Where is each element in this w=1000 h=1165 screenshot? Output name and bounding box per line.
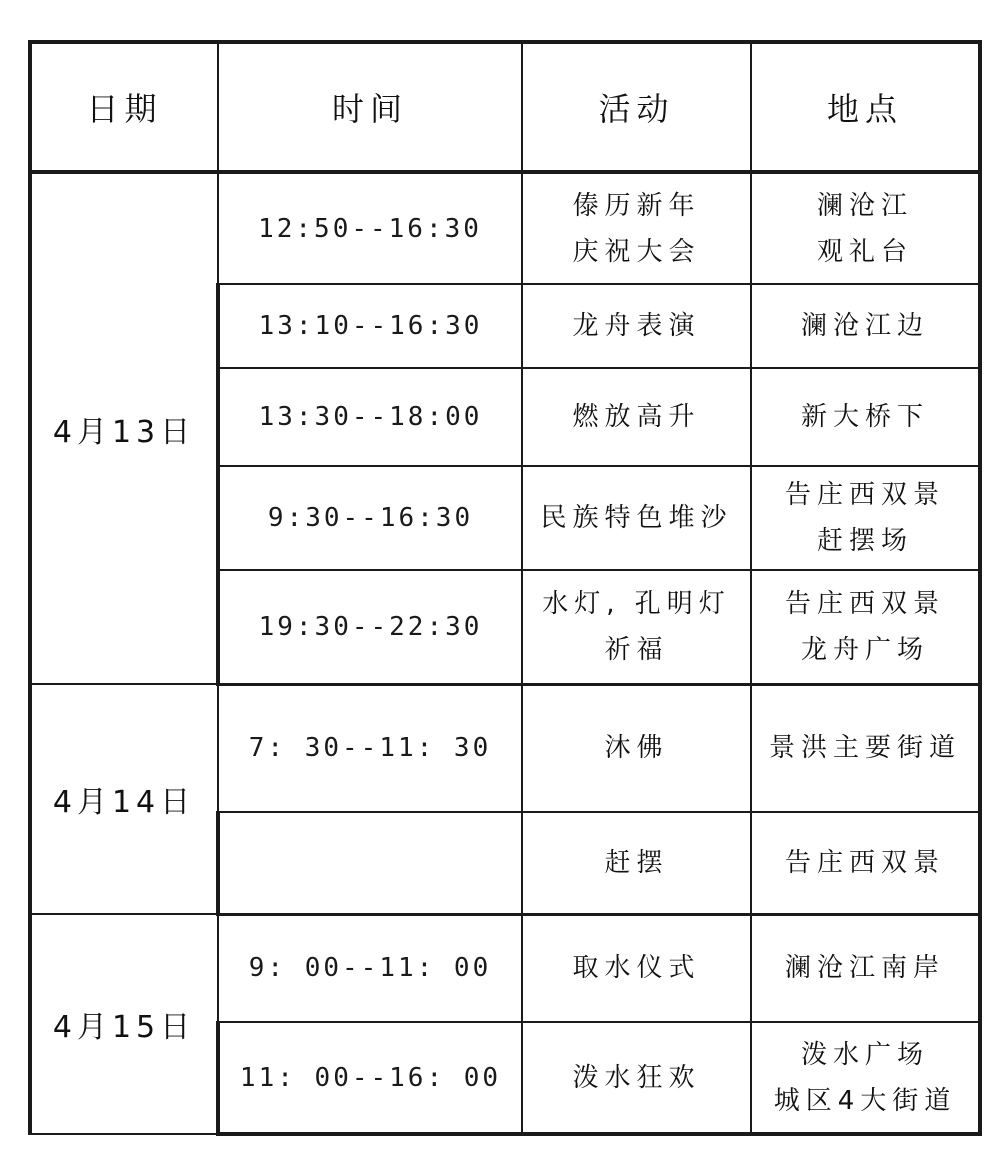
- location-line: 赶摆场: [816, 526, 913, 556]
- time-cell: 9: 00--11: 00: [218, 914, 522, 1022]
- time-cell: 19:30--22:30: [218, 570, 522, 684]
- table-row: [30, 914, 980, 1022]
- location-line: 新大桥下: [800, 402, 929, 432]
- location-cell: [751, 914, 980, 1022]
- activity-cell: [522, 684, 751, 812]
- location-cell: [751, 368, 980, 466]
- activity-cell: [522, 1022, 751, 1134]
- table-row: [30, 684, 980, 812]
- location-line: 龙舟广场: [800, 634, 929, 665]
- location-line: 澜沧江: [816, 190, 913, 221]
- time-cell: 9:30--16:30: [218, 466, 522, 570]
- activity-cell: [522, 466, 751, 570]
- activity-line: 民族特色堆沙: [540, 503, 733, 533]
- schedule-table: [28, 40, 982, 1136]
- time-cell: [218, 812, 522, 914]
- activity-line: 水灯, 孔明灯: [542, 588, 731, 619]
- location-cell: [751, 466, 980, 570]
- date-cell: 4月13日: [30, 172, 218, 684]
- location-line: 观礼台: [816, 236, 913, 267]
- header-location: 地点: [751, 42, 980, 172]
- location-cell: [751, 812, 980, 914]
- activity-cell: [522, 914, 751, 1022]
- location-line: 城区4大街道: [773, 1085, 957, 1116]
- activity-cell: [522, 368, 751, 466]
- header-time: 时间: [218, 42, 522, 172]
- date-cell: 4月15日: [30, 914, 218, 1134]
- activity-line: 泼水狂欢: [572, 1062, 701, 1093]
- header-date: 日期: [30, 42, 218, 172]
- time-cell: 13:30--18:00: [218, 368, 522, 466]
- date-cell: 4月14日: [30, 684, 218, 914]
- activity-line: 沐佛: [604, 733, 669, 764]
- location-line: 告庄西双景: [784, 480, 945, 510]
- location-line: 泼水广场: [800, 1039, 929, 1070]
- activity-cell: [522, 172, 751, 284]
- activity-cell: [522, 812, 751, 914]
- time-cell: 13:10--16:30: [218, 284, 522, 368]
- location-line: 告庄西双景: [784, 847, 945, 878]
- activity-line: 龙舟表演: [572, 311, 701, 341]
- activity-cell: [522, 284, 751, 368]
- location-cell: [751, 284, 980, 368]
- activity-line: 燃放高升: [572, 402, 701, 432]
- location-line: 澜沧江边: [800, 311, 929, 341]
- header-row: [30, 42, 980, 172]
- location-line: 告庄西双景: [784, 588, 945, 619]
- activity-line: 傣历新年: [572, 190, 701, 221]
- location-line: 澜沧江南岸: [784, 953, 945, 984]
- activity-line: 祈福: [604, 634, 669, 665]
- location-cell: [751, 172, 980, 284]
- time-cell: 12:50--16:30: [218, 172, 522, 284]
- time-cell: 7: 30--11: 30: [218, 684, 522, 812]
- location-cell: [751, 1022, 980, 1134]
- location-cell: [751, 570, 980, 684]
- location-line: 景洪主要街道: [768, 733, 961, 764]
- table-row: [30, 172, 980, 284]
- time-cell: 11: 00--16: 00: [218, 1022, 522, 1134]
- header-activity: 活动: [522, 42, 751, 172]
- activity-line: 赶摆: [604, 847, 669, 878]
- activity-line: 取水仪式: [572, 953, 701, 984]
- activity-line: 庆祝大会: [572, 236, 701, 267]
- activity-cell: [522, 570, 751, 684]
- location-cell: [751, 684, 980, 812]
